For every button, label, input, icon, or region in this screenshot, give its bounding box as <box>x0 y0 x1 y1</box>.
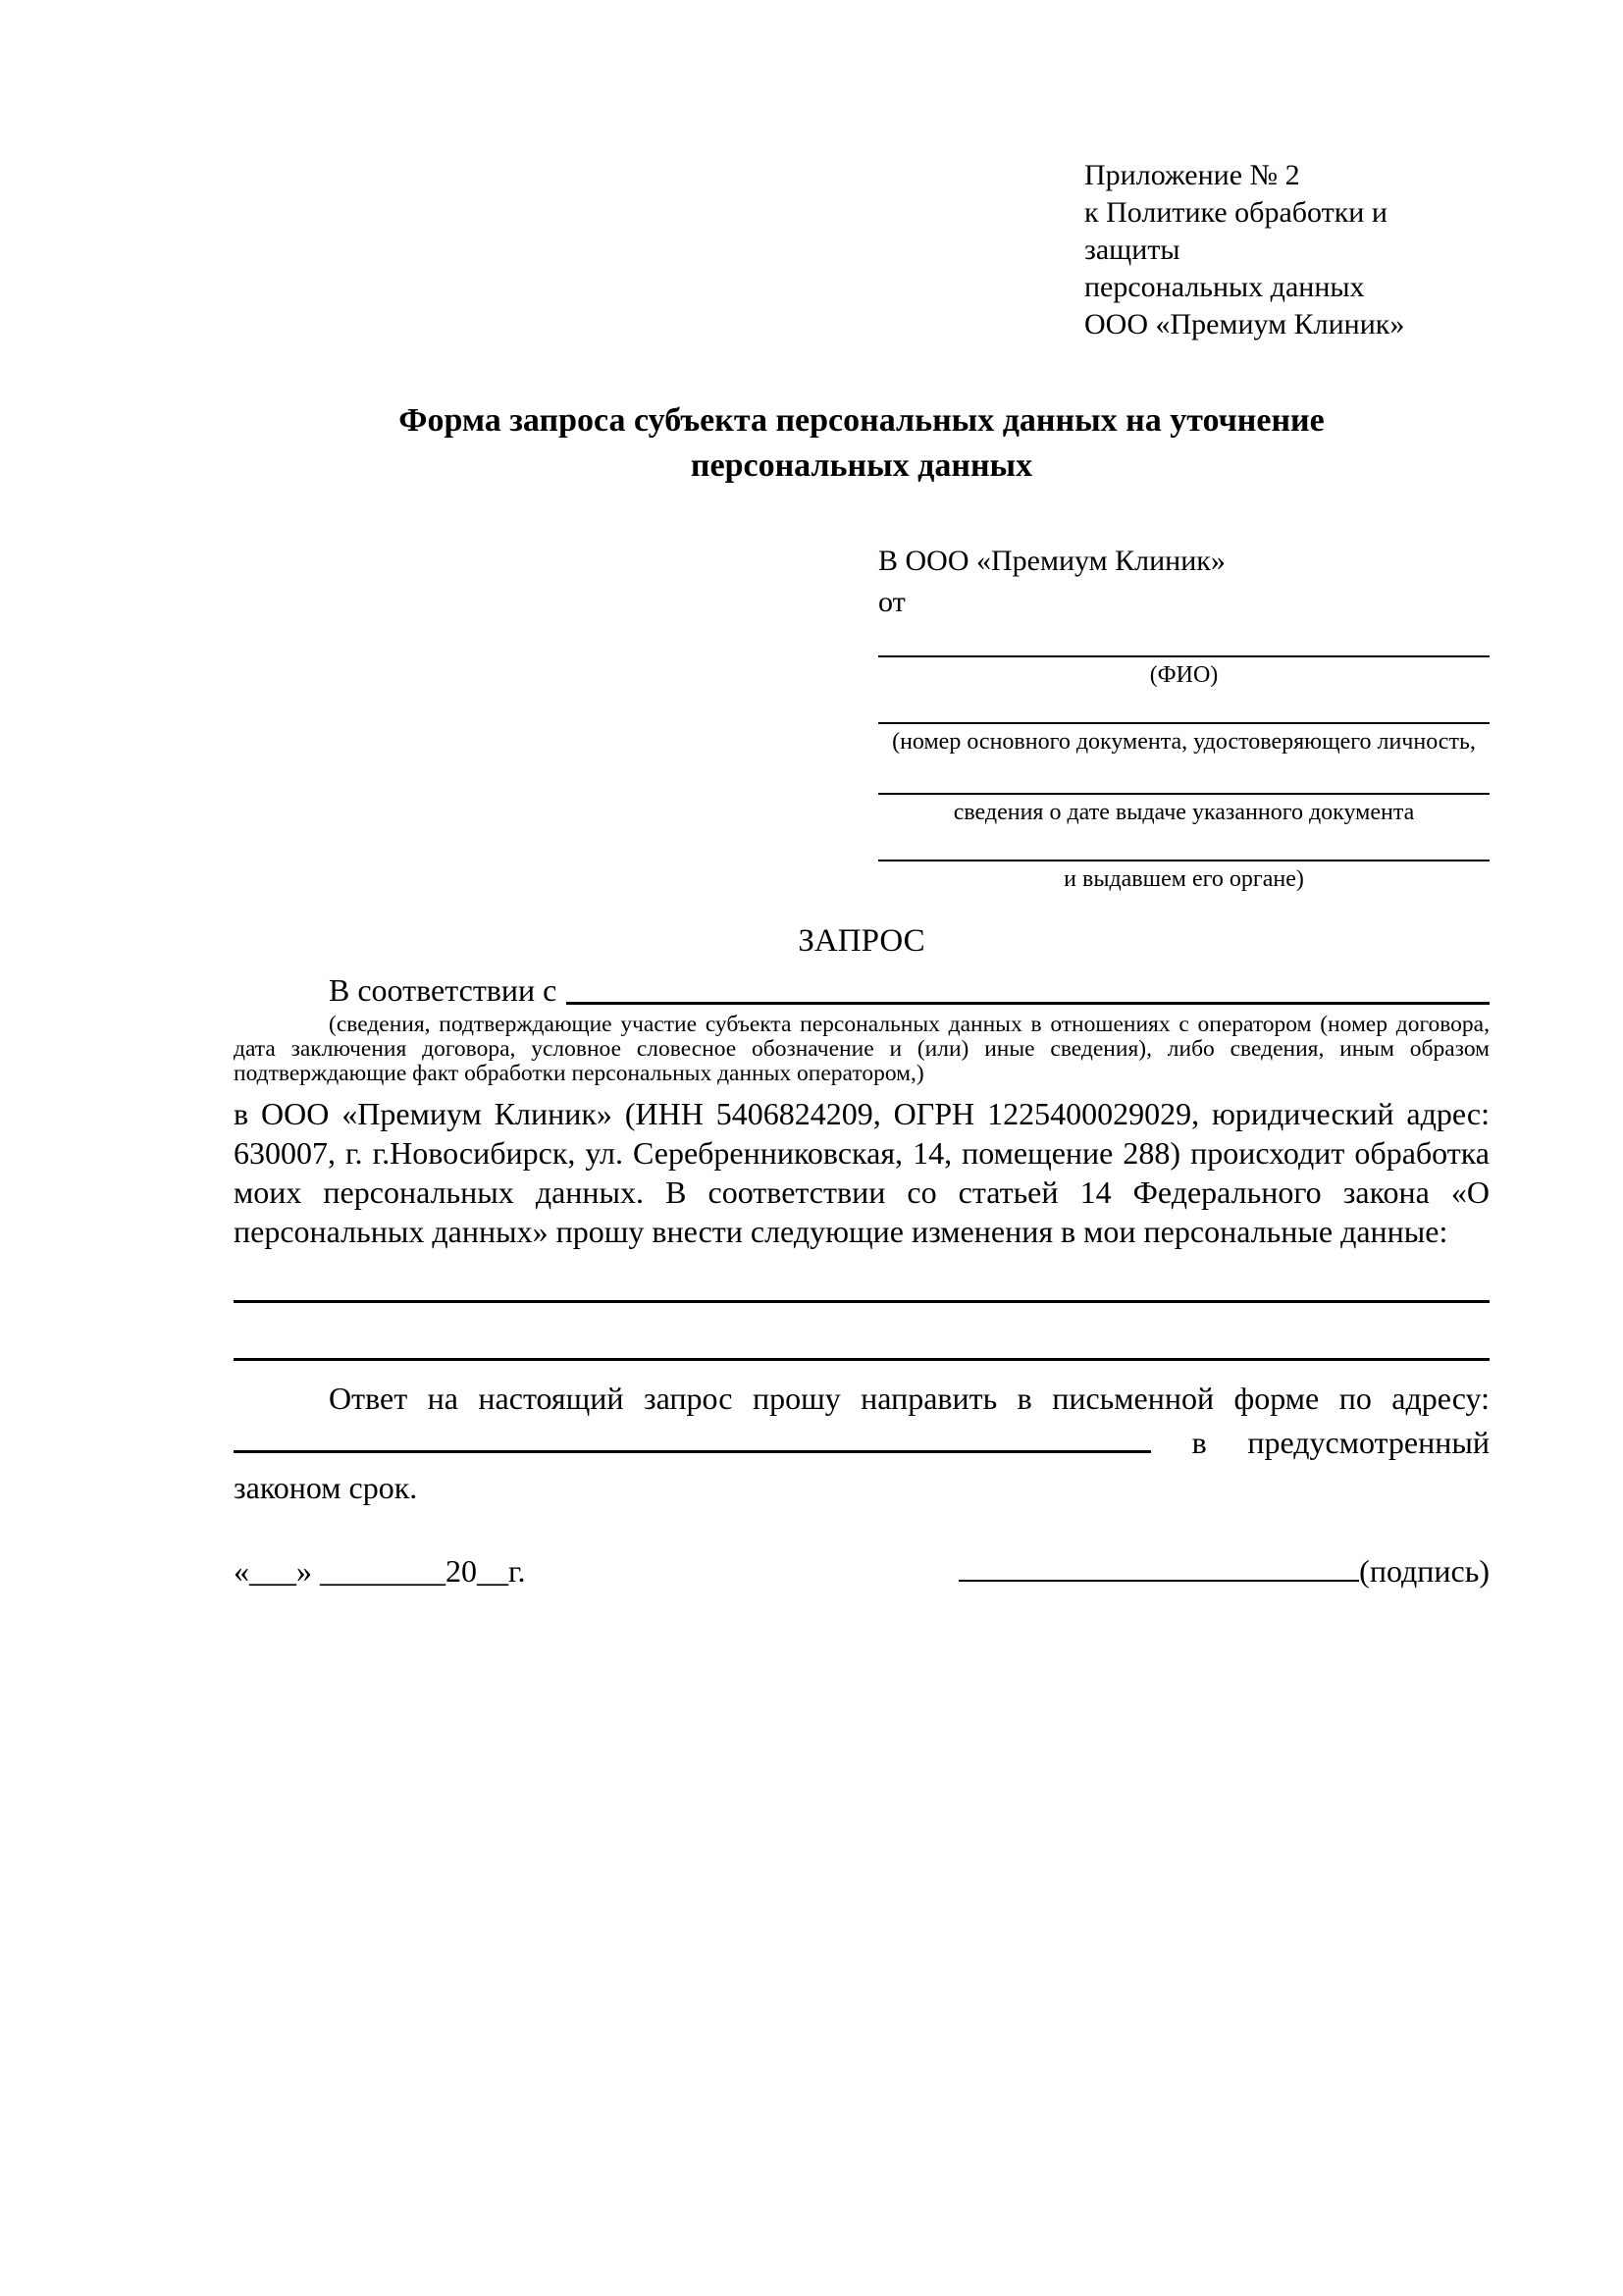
annex-header <box>1084 157 1490 343</box>
doc-number-underline-field <box>878 691 1490 724</box>
annex-line: к Политике обработки и защиты <box>1084 196 1387 266</box>
annex-line: Приложение № 2 <box>1084 159 1300 191</box>
reply-sentence: Ответ на настоящий запрос прошу направить в письменной форме по адресу: <box>329 1381 1490 1416</box>
addressee-block <box>878 542 1490 895</box>
signature-row <box>234 1550 1490 1591</box>
doc-number-caption: (номер основного документа, удостоверяющего личность, <box>892 729 1476 755</box>
signature-caption: (подпись) <box>1359 1553 1490 1589</box>
signature-underline-field <box>959 1550 1359 1582</box>
reply-tail-word: предусмотренный <box>1247 1425 1490 1460</box>
intro-prefix: В соответствии с <box>329 972 557 1008</box>
document-title-line: персональных данных <box>690 447 1033 484</box>
changes-underline-field-2 <box>234 1358 1490 1361</box>
issue-date-underline-field <box>878 757 1490 795</box>
request-body: в ООО «Премиум Клиник» (ИНН 5406824209, ОГРН 1225400029029, юридический адрес: 630007, г. г.Новосибирск, ул. Серебренниковская, 14, помещение 288) происходит обработка моих персональных данных. В соответствии со статьей 14 Федерального закона «О персональных данных» прошу внести следующие изменения в мои персональные данные: <box>234 1096 1490 1249</box>
addressee-from-label: от <box>878 586 906 618</box>
intro-line <box>234 969 1490 1011</box>
request-heading: ЗАПРОС <box>798 923 925 959</box>
fio-underline-field <box>878 624 1490 657</box>
changes-underline-field-1 <box>234 1300 1490 1303</box>
basis-footnote: (сведения, подтверждающие участие субъекта персональных данных в отношениях с оператором (номер договора, дата заключения договора, условное словесное обозначение и (или) иные сведения), либо сведения, иным образом подтверждающие факт обработки персональных данных оператором,) <box>234 1012 1490 1086</box>
issuing-authority-caption: и выдавшем его органе) <box>1064 866 1304 892</box>
annex-line: персональных данных <box>1084 271 1365 303</box>
date-field: «___» ________20__г. <box>234 1553 526 1589</box>
basis-underline-field <box>566 969 1490 1005</box>
first-line-indent <box>234 969 329 1011</box>
issuing-authority-underline-field <box>878 828 1490 861</box>
address-underline-field <box>234 1422 1151 1453</box>
reply-closing: законом срок. <box>234 1470 418 1505</box>
issue-date-caption: сведения о дате выдаче указанного документа <box>953 800 1415 825</box>
document-title-line: Форма запроса субъекта персональных данных на уточнение <box>398 402 1325 439</box>
signature-group <box>959 1550 1490 1591</box>
reply-tail-word: в <box>1191 1425 1207 1460</box>
reply-address-line <box>234 1422 1490 1462</box>
fio-caption: (ФИО) <box>1149 662 1219 688</box>
annex-line: ООО «Премиум Клиник» <box>1084 308 1405 340</box>
addressee-to: В ООО «Премиум Клиник» <box>878 545 1226 577</box>
document-title <box>234 398 1490 489</box>
